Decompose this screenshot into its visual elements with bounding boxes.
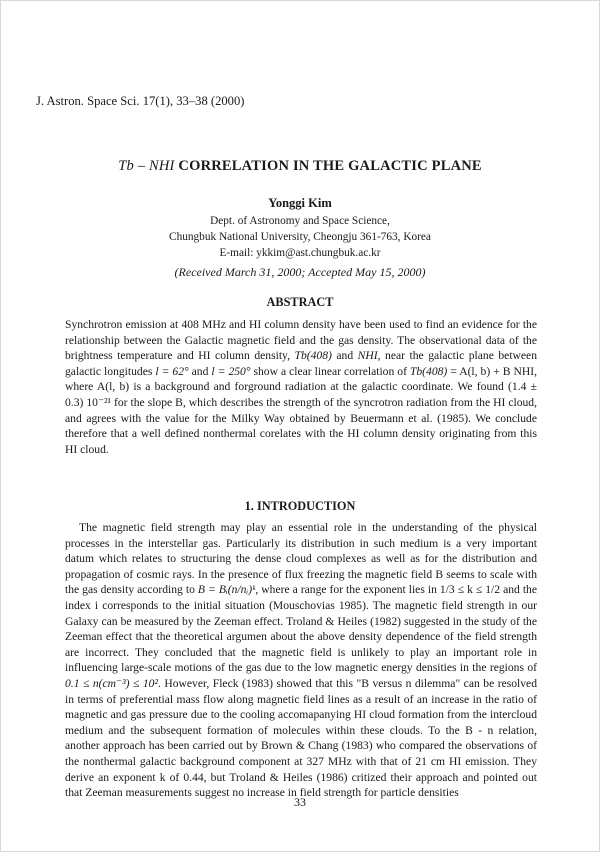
abstract-text: and [188,364,212,378]
intro-text: The magnetic field strength may play an essential role in the understanding of the physical processes in the interstellar gas. Particularly its distribution in such medium is a very important datum which relates to structuring the dense cloud complexes as well as for the distribution and propagation of cosmic rays. In the presence of flux freezing the magnetic field B seems to scale with the gas density according to [65,521,537,597]
author-name: Yonggi Kim [268,196,332,210]
received-accepted-dates: (Received March 31, 2000; Accepted May 15, 2000) [174,265,426,279]
title-text: CORRELATION IN THE GALACTIC PLANE [178,158,482,174]
intro-equation: B = Bᵢ(n/nᵢ)ᵏ [197,583,256,597]
abstract-math: l = 250° [211,364,251,378]
abstract-body [65,317,537,457]
abstract-text: and [331,349,358,363]
title-math: Tb – NHI [118,158,175,174]
introduction-body [65,520,537,801]
intro-equation: 0.1 ≤ n(cm⁻³) ≤ 10² [65,676,158,690]
affiliation-line-1: Dept. of Astronomy and Space Science, [210,215,390,227]
intro-text: . However, Fleck (1983) showed that this "B versus n dilemma" can be resolved in terms of preferential mass flow along magnetic field lines as a result of an increase in the ratio of magnetic and gas pressure due to the cooling accomapanying HI cloud formation from the intercloud medium and the subsequent formation of molecules within these clouds. To the B - n relation, another approach has been carried out by Brown & Chang (1983) who compared the observations of the nonthermal galactic background component at 327 MHz with that of 21 cm HI emission. They derive an exponent k of 0.44, but Troland & Heiles (1986) critized their approach and pointed out that Zeeman measurements suggest no increase in field strength for particle densities [65,676,537,800]
abstract-text: , near the galactic plane between galactic longitudes [65,349,537,378]
abstract-math: NHI [357,349,378,363]
affiliation-email: E-mail: ykkim@ast.chungbuk.ac.kr [219,247,381,259]
abstract-text: = A(l, b) + B NHI, where A(l, b) is a background and forground radiation at the galactic coordinate. We found (1.4 ± 0.3) 10⁻²¹ for the slope B, which describes the strength of the syncrotron radiation from the HI cloud, and agrees with the value for the Milky Way obtained by Beuermann et al. (1985). We conclude therefore that a well defined nonthermal corelates with the HI column density originating from this HI cloud. [65,364,538,456]
section-heading: 1. INTRODUCTION [244,499,356,513]
abstract-heading: ABSTRACT [266,295,334,309]
abstract-text: show a clear linear correlation of [250,364,410,378]
abstract-text: Synchrotron emission at 408 MHz and HI column density have been used to find an evidence for the relationship between the Galactic magnetic field and the gas density. The observational data of the brightness temperature and HI column density, [65,318,537,363]
journal-reference: J. Astron. Space Sci. 17(1), 33–38 (2000) [36,94,245,108]
page-number: 33 [294,795,306,809]
abstract-math: l = 62° [155,364,189,378]
affiliation [1,213,599,261]
intro-text: , where a range for the exponent lies in 1/3 ≤ k ≤ 1/2 and the index i corresponds to the initial situation (Mouschovias 1985). The magnetic field strength in our Galaxy can be measured by the Zeeman effect. Troland & Heiles (1982) suggested in the study of the Zeeman effect that the theoretical argumen about the above density dependence of the field strength are incorrect. They concluded that the magnetic field is unlikely to play an important role in influencing large-scale motions of the gas due to the low magnetic energy densities in the regions of [65,583,538,675]
paper-title [1,158,599,175]
abstract-math: Tb(408) [409,364,448,378]
affiliation-line-2: Chungbuk National University, Cheongju 361-763, Korea [169,231,431,243]
abstract-math: Tb(408) [294,349,332,363]
